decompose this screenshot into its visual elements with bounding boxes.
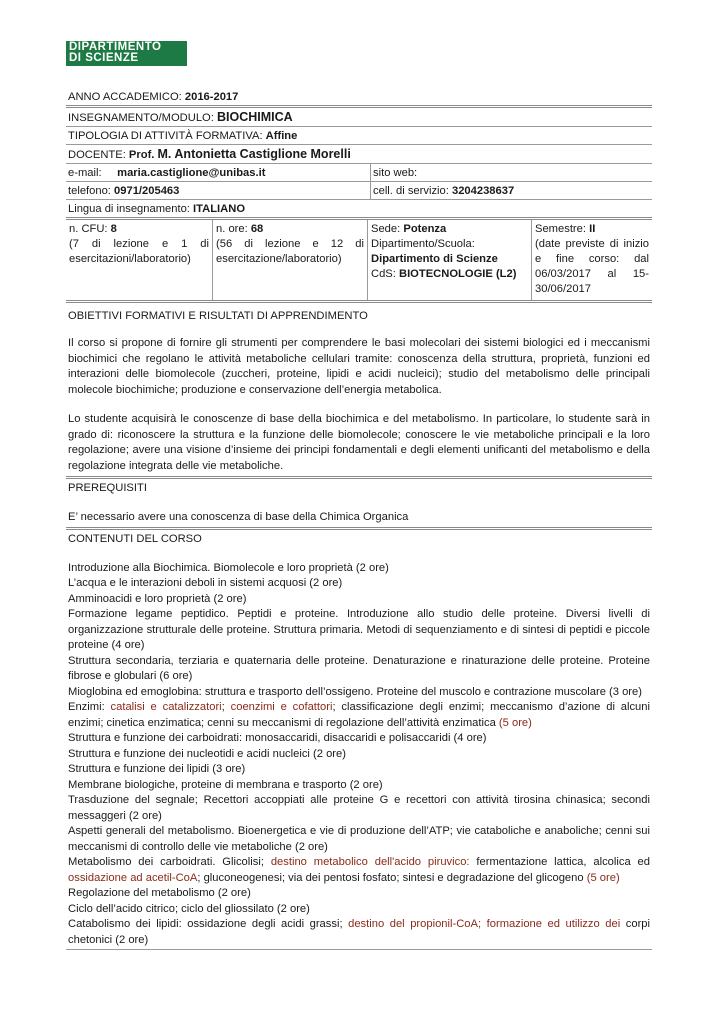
list-item: Aspetti generali del metabolismo. Bioenergetica e vie di produzione dell’ATP; vie cataboliche e anaboliche; cenni sui meccanismi di controllo delle vie metaboliche (2 ore) <box>68 825 650 853</box>
list-item: Membrane biologiche, proteine di membrana e trasporto (2 ore) <box>68 778 383 791</box>
ore-label: n. ore: <box>216 223 251 235</box>
list-item: Formazione legame peptidico. Peptidi e proteine. Introduzione allo studio delle proteine. Diversi livelli di organizzazione strutturale delle proteine. Struttura primaria. Metodi di sequenziamento e di sintesi di peptidi e piccole proteine (4 ore) <box>68 608 650 651</box>
lingua-value: ITALIANO <box>193 203 246 215</box>
sem-detail: (date previste di inizio e fine corso: dal 06/03/2017 al 15-30/06/2017 <box>535 238 649 295</box>
divider <box>66 300 652 303</box>
docente-name: M. Antonietta Castiglione Morelli <box>157 147 351 161</box>
email-value[interactable]: maria.castiglione@unibas.it <box>117 167 266 179</box>
sem-value: II <box>589 223 596 235</box>
telefono-value: 0971/205463 <box>114 185 180 197</box>
docente-label: DOCENTE: <box>68 149 129 161</box>
list-item: L’acqua e le interazioni deboli in sistemi acquosi (2 ore) <box>68 577 343 589</box>
dip-value: Dipartimento di Scienze <box>371 253 498 265</box>
sem-label: Semestre: <box>535 223 590 235</box>
sede-cell <box>368 220 532 300</box>
list-item: Struttura e funzione dei nucleotidi e acidi nucleici (2 ore) <box>68 747 346 760</box>
prerequisiti-text: E’ necessario avere una conoscenza di base della Chimica Organica <box>68 511 409 523</box>
obiettivi-title: OBIETTIVI FORMATIVI E RISULTATI DI APPRENDIMENTO <box>68 310 368 322</box>
obiettivi-paragraph-2: Lo studente acquisirà le conoscenze di base della biochimica e del metabolismo. In particolare, lo studente sarà in grado di: riconoscere la struttura e la funzione delle biomolecole; conoscere le vie metaboliche principali e la loro regolazione; avere una visione d’insieme dei principi fondamentali e degli elementi unificanti del metabolismo e della regolazione integrata delle vie metaboliche. <box>68 413 650 472</box>
list-item: Struttura e funzione dei carboidrati: monosaccaridi, disaccaridi e polisaccaridi (4 ore) <box>68 732 487 744</box>
anno-row <box>66 88 652 105</box>
department-logo <box>66 41 187 66</box>
dip-label: Dipartimento/Scuola: <box>371 238 475 250</box>
course-sheet <box>66 88 652 950</box>
telefono-label: telefono: <box>68 185 115 197</box>
highlight-text: catalisi e catalizzatori <box>110 701 222 713</box>
anno-label: ANNO ACCADEMICO: <box>68 91 185 103</box>
list-item: Regolazione del metabolismo (2 ore) <box>68 887 251 899</box>
cds-value: BIOTECNOLOGIE (L2) <box>398 268 517 280</box>
list-item: Struttura secondaria, terziaria e quaternaria delle proteine. Denaturazione e rinaturazione delle proteine. Proteine fibrose e globulari (6 ore) <box>68 654 650 682</box>
list-item <box>68 700 650 731</box>
item-text: ; gluconeogenesi; via dei pentosi fosfato; sintesi e degradazione del glicogeno <box>197 871 587 884</box>
phone-row <box>66 182 652 199</box>
list-item: Mioglobina ed emoglobina: struttura e trasporto dell’ossigeno. Proteine del muscolo e contrazione muscolare (3 ore) <box>68 685 642 698</box>
email-cell <box>66 164 371 181</box>
anno-value: 2016-2017 <box>184 91 239 103</box>
cell-label: cell. di servizio: <box>373 185 452 197</box>
docente-prof: Prof. <box>128 149 155 161</box>
lingua-label: Lingua di insegnamento: <box>68 203 194 215</box>
item-text: Catabolismo dei lipidi: ossidazione degli acidi grassi; <box>68 918 349 930</box>
cfu-label: n. CFU: <box>69 223 111 235</box>
tipologia-label: TIPOLOGIA DI ATTIVITÀ FORMATIVA: <box>68 130 266 142</box>
item-text: corpi chetonici (2 ore) <box>68 918 650 946</box>
docente-row <box>66 145 652 163</box>
email-label: e-mail: <box>68 167 102 179</box>
list-item <box>68 855 650 886</box>
tipologia-value: Affine <box>265 130 298 142</box>
highlight-text: destino metabolico dell'acido piruvico: <box>270 856 470 868</box>
list-item: Struttura e funzione dei lipidi (3 ore) <box>68 763 246 775</box>
lingua-row <box>66 200 652 217</box>
ore-value: 68 <box>250 223 264 235</box>
insegnamento-label: INSEGNAMENTO/MODULO: <box>68 112 217 124</box>
tipologia-row <box>66 127 652 144</box>
contact-row <box>66 164 652 181</box>
list-item: Amminoacidi e loro proprietà (2 ore) <box>68 592 247 605</box>
semestre-cell <box>532 220 652 300</box>
item-text: Enzimi: <box>68 701 111 713</box>
cfu-value: 8 <box>110 223 117 235</box>
prerequisiti-title: PREREQUISITI <box>68 482 147 494</box>
highlight-text: coenzimi e cofattori <box>230 701 333 713</box>
cell-cell <box>371 182 516 199</box>
logo-line-2: DI SCIENZE <box>69 52 139 64</box>
contenuti-list <box>66 561 652 949</box>
insegnamento-value: BIOCHIMICA <box>216 110 293 124</box>
sede-value: Potenza <box>403 223 447 235</box>
sito-cell <box>371 164 419 181</box>
cds-label: CdS: <box>371 268 399 280</box>
cfu-cell <box>66 220 213 300</box>
highlight-text: (5 ore) <box>586 871 620 884</box>
list-item <box>68 917 650 948</box>
insegnamento-row <box>66 108 652 126</box>
telefono-cell <box>66 182 371 199</box>
list-item: Introduzione alla Biochimica. Biomolecole e loro proprietà (2 ore) <box>68 561 389 574</box>
sede-label: Sede: <box>371 223 404 235</box>
ore-detail: (56 di lezione e 12 di esercitazione/laboratorio) <box>216 238 364 265</box>
logo-line-1: DIPARTIMENTO <box>69 41 162 53</box>
ore-cell <box>213 220 368 300</box>
list-item: Ciclo dell’acido citrico; ciclo del gliossilato (2 ore) <box>68 902 310 915</box>
course-info-table <box>66 220 652 300</box>
highlight-text: ossidazione ad acetil-CoA <box>68 871 198 884</box>
sito-label: sito web: <box>373 167 418 179</box>
divider <box>66 949 652 950</box>
highlight-text: (5 ore) <box>498 716 532 729</box>
highlight-text: destino del propionil-CoA; formazione ed utilizzo dei <box>348 918 621 930</box>
item-text: ; <box>221 701 231 713</box>
item-text: Metabolismo dei carboidrati. Glicolisi; <box>68 856 271 868</box>
contenuti-title: CONTENUTI DEL CORSO <box>68 532 202 545</box>
cfu-detail: (7 di lezione e 1 di esercitazioni/laboratorio) <box>69 238 209 265</box>
list-item: Trasduzione del segnale; Recettori accoppiati alle proteine G e recettori con attività tirosina chinasica; secondi messaggeri (2 ore) <box>68 794 650 822</box>
cell-value: 3204238637 <box>451 185 515 197</box>
obiettivi-paragraph-1: Il corso si propone di fornire gli strumenti per comprendere le basi molecolari dei sistemi biologici ed i meccanismi biochimici che regolano le attività metaboliche cellulari tramite: conoscenza della struttura, proprietà, funzioni ed interazioni delle biomolecole (zuccheri, proteine, lipidi e acidi nucleici); studio del metabolismo delle principali molecole biochimiche; produzione e conservazione dell’energia metabolica. <box>68 337 650 396</box>
item-text: ; classificazione degli enzimi; meccanismo d’azione di alcuni enzimi; cinetica enzimatica; cenni su meccanismi di regolazione dell’attività enzimatica <box>68 701 650 729</box>
item-text: fermentazione lattica, alcolica ed <box>469 856 650 868</box>
